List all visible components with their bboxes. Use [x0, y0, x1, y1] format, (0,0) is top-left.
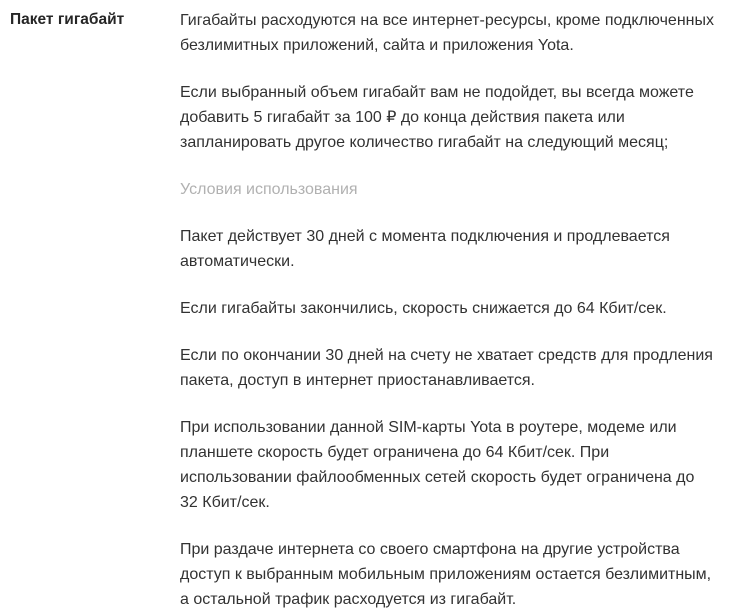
paragraph-speed-reduction: Если гигабайты закончились, скорость снижается до 64 Кбит/сек. [180, 300, 667, 317]
section-content-column [180, 6, 715, 612]
paragraph-add-gigabytes: Если выбранный объем гигабайт вам не подойдет, вы всегда можете добавить 5 гигабайт за 100 ₽ до конца действия пакета или запланировать другое количество гигабайт на следующий месяц; [180, 84, 694, 151]
paragraph-gigabytes-usage: Гигабайты расходуются на все интернет-ресурсы, кроме подключенных безлимитных приложений, сайта и приложения Yota. [180, 12, 714, 54]
paragraph-package-duration: Пакет действует 30 дней с момента подключения и продлевается автоматически. [180, 228, 670, 270]
section-label-column [10, 6, 180, 30]
paragraph-insufficient-funds: Если по окончании 30 дней на счету не хватает средств для продления пакета, доступ в интернет приостанавливается. [180, 347, 713, 389]
section-title: Пакет гигабайт [10, 11, 125, 28]
paragraph-tethering: При раздаче интернета со своего смартфона на другие устройства доступ к выбранным мобильным приложениям остается безлимитным, а остальной трафик расходуется из гигабайт. [180, 541, 712, 608]
terms-subheading: Условия использования [180, 181, 358, 198]
paragraph-sim-in-router: При использовании данной SIM-карты Yota в роутере, модеме или планшете скорость будет ограничена до 64 Кбит/сек. При использовании файлообменных сетей скорость будет ограничена до 32 Кбит/сек. [180, 419, 695, 511]
